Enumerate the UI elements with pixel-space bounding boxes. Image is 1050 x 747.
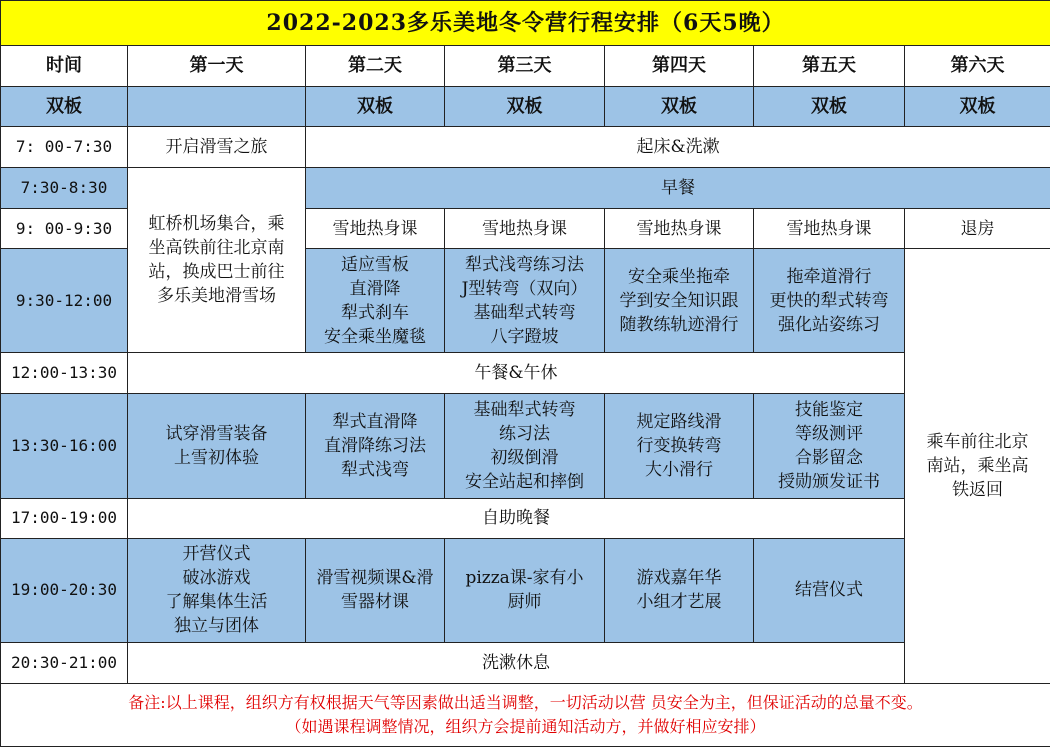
cell-line: 上雪初体验 — [174, 448, 259, 469]
cell-line: 犁式直滑降 — [332, 412, 418, 433]
header-day4: 第四天 — [605, 46, 754, 87]
cell-line: 基础犁式转弯 — [473, 400, 576, 421]
cell-line: 拖牵道滑行 — [786, 266, 872, 287]
header-day2: 第二天 — [306, 46, 445, 87]
cell-line: 了解集体生活 — [165, 592, 268, 613]
cell-line: 厨师 — [507, 592, 542, 613]
cell-line: 基础犁式转弯 — [473, 302, 576, 323]
board-type-day5: 双板 — [754, 87, 905, 127]
cell-line: 破冰游戏 — [182, 568, 251, 589]
activity-cell: 雪地热身课 — [754, 209, 905, 249]
cell-line: 练习法 — [499, 424, 550, 445]
header-day3: 第三天 — [445, 46, 605, 87]
cell-line: 直滑降 — [349, 278, 401, 299]
cell-line: 等级测评 — [795, 424, 863, 445]
time-slot: 12:00-13:30 — [1, 353, 128, 394]
cell-line: 更快的犁式转弯 — [769, 290, 889, 311]
cell-line: 安全乘坐魔毯 — [324, 326, 426, 347]
activity-span-cell: 自助晚餐 — [128, 498, 905, 538]
header-day6: 第六天 — [905, 46, 1050, 87]
cell-line: 规定路线滑 — [636, 412, 722, 433]
time-slot: 7:30-8:30 — [1, 168, 128, 209]
cell-line: 适应雪板 — [341, 254, 409, 275]
board-type-label: 双板 — [1, 87, 128, 127]
time-slot: 9:30-12:00 — [1, 249, 128, 353]
cell-line: 坐高铁前往北京南 — [148, 238, 285, 259]
header-time: 时间 — [1, 46, 128, 87]
cell-line: 直滑降练习法 — [324, 436, 426, 457]
time-slot: 13:30-16:00 — [1, 394, 128, 498]
header-day1: 第一天 — [128, 46, 306, 87]
cell-line: 站，换成巴士前往 — [148, 262, 285, 283]
header-day5: 第五天 — [754, 46, 905, 87]
activity-cell — [128, 394, 306, 498]
time-slot: 19:00-20:30 — [1, 538, 128, 642]
activity-cell — [605, 249, 754, 353]
activity-cell — [754, 249, 905, 353]
activity-cell: 退房 — [905, 209, 1050, 249]
cell-line: 大小滑行 — [645, 460, 713, 481]
footnote-line: 备注:以上课程，组织方有权根据天气等因素做出适当调整，一切活动以营 员安全为主，但保证活动的总量不变。 — [128, 692, 923, 712]
activity-cell — [605, 538, 754, 642]
cell-line: 独立与团体 — [174, 616, 259, 637]
cell-line: 犁式浅弯练习法 — [465, 254, 584, 275]
cell-line: 初级倒滑 — [490, 448, 559, 469]
cell-line: J型转弯（双向） — [461, 278, 588, 299]
cell-line: 滑雪视频课&滑 — [316, 568, 434, 589]
activity-cell — [445, 249, 605, 353]
activity-span-cell: 洗漱休息 — [128, 642, 905, 683]
footnote-line: （如遇课程调整情况，组织方会提前通知活动方，并做好相应安排） — [285, 716, 766, 736]
time-slot: 20:30-21:00 — [1, 642, 128, 683]
cell-line: 随教练轨迹滑行 — [619, 314, 739, 335]
cell-line: 虹桥机场集合，乘 — [148, 214, 285, 235]
day1-arrival-cell — [128, 168, 306, 353]
cell-line: 犁式浅弯 — [341, 460, 409, 481]
day6-departure-cell — [905, 249, 1050, 684]
footnote — [1, 683, 1050, 746]
cell-line: 小组才艺展 — [636, 592, 722, 613]
time-slot: 9: 00-9:30 — [1, 209, 128, 249]
cell-line: 结营仪式 — [795, 580, 863, 601]
time-slot: 7: 00-7:30 — [1, 127, 128, 168]
activity-cell — [306, 538, 445, 642]
activity-cell — [754, 538, 905, 642]
board-type-day3: 双板 — [445, 87, 605, 127]
activity-cell: 开启滑雪之旅 — [128, 127, 306, 168]
page-title: 2022-2023多乐美地冬令营行程安排（6天5晚） — [1, 1, 1050, 46]
activity-cell — [445, 538, 605, 642]
cell-line: 试穿滑雪装备 — [165, 424, 268, 445]
cell-line: 雪器材课 — [341, 592, 409, 613]
cell-line: 合影留念 — [795, 448, 863, 469]
cell-line: 行变换转弯 — [636, 436, 722, 457]
activity-span-cell: 早餐 — [306, 168, 1050, 209]
board-type-day4: 双板 — [605, 87, 754, 127]
activity-cell: 雪地热身课 — [605, 209, 754, 249]
board-type-day6: 双板 — [905, 87, 1050, 127]
cell-line: 游戏嘉年华 — [636, 568, 722, 589]
cell-line: 技能鉴定 — [795, 400, 863, 421]
cell-line: pizza课-家有小 — [465, 568, 584, 589]
cell-line: 犁式刹车 — [341, 302, 409, 323]
board-type-day2: 双板 — [306, 87, 445, 127]
activity-span-cell: 起床&洗漱 — [306, 127, 1050, 168]
activity-cell — [754, 394, 905, 498]
cell-line: 八字蹬坡 — [490, 326, 559, 347]
cell-line: 南站，乘坐高 — [926, 456, 1029, 477]
activity-cell: 雪地热身课 — [445, 209, 605, 249]
cell-line: 学到安全知识跟 — [619, 290, 739, 311]
cell-line: 安全站起和摔倒 — [465, 472, 584, 493]
activity-cell — [306, 394, 445, 498]
cell-line: 安全乘坐拖牵 — [628, 266, 730, 287]
activity-cell — [605, 394, 754, 498]
cell-line: 强化站姿练习 — [778, 314, 880, 335]
activity-cell: 雪地热身课 — [306, 209, 445, 249]
cell-line: 多乐美地滑雪场 — [157, 286, 276, 307]
cell-line: 开营仪式 — [182, 544, 251, 565]
activity-span-cell: 午餐&午休 — [128, 353, 905, 394]
activity-cell — [445, 394, 605, 498]
cell-line: 乘车前往北京 — [926, 432, 1029, 453]
time-slot: 17:00-19:00 — [1, 498, 128, 538]
activity-cell — [306, 249, 445, 353]
cell-line: 铁返回 — [952, 480, 1004, 501]
cell-line: 授勋颁发证书 — [778, 472, 880, 493]
board-type-day1 — [128, 87, 306, 127]
activity-cell — [128, 538, 306, 642]
